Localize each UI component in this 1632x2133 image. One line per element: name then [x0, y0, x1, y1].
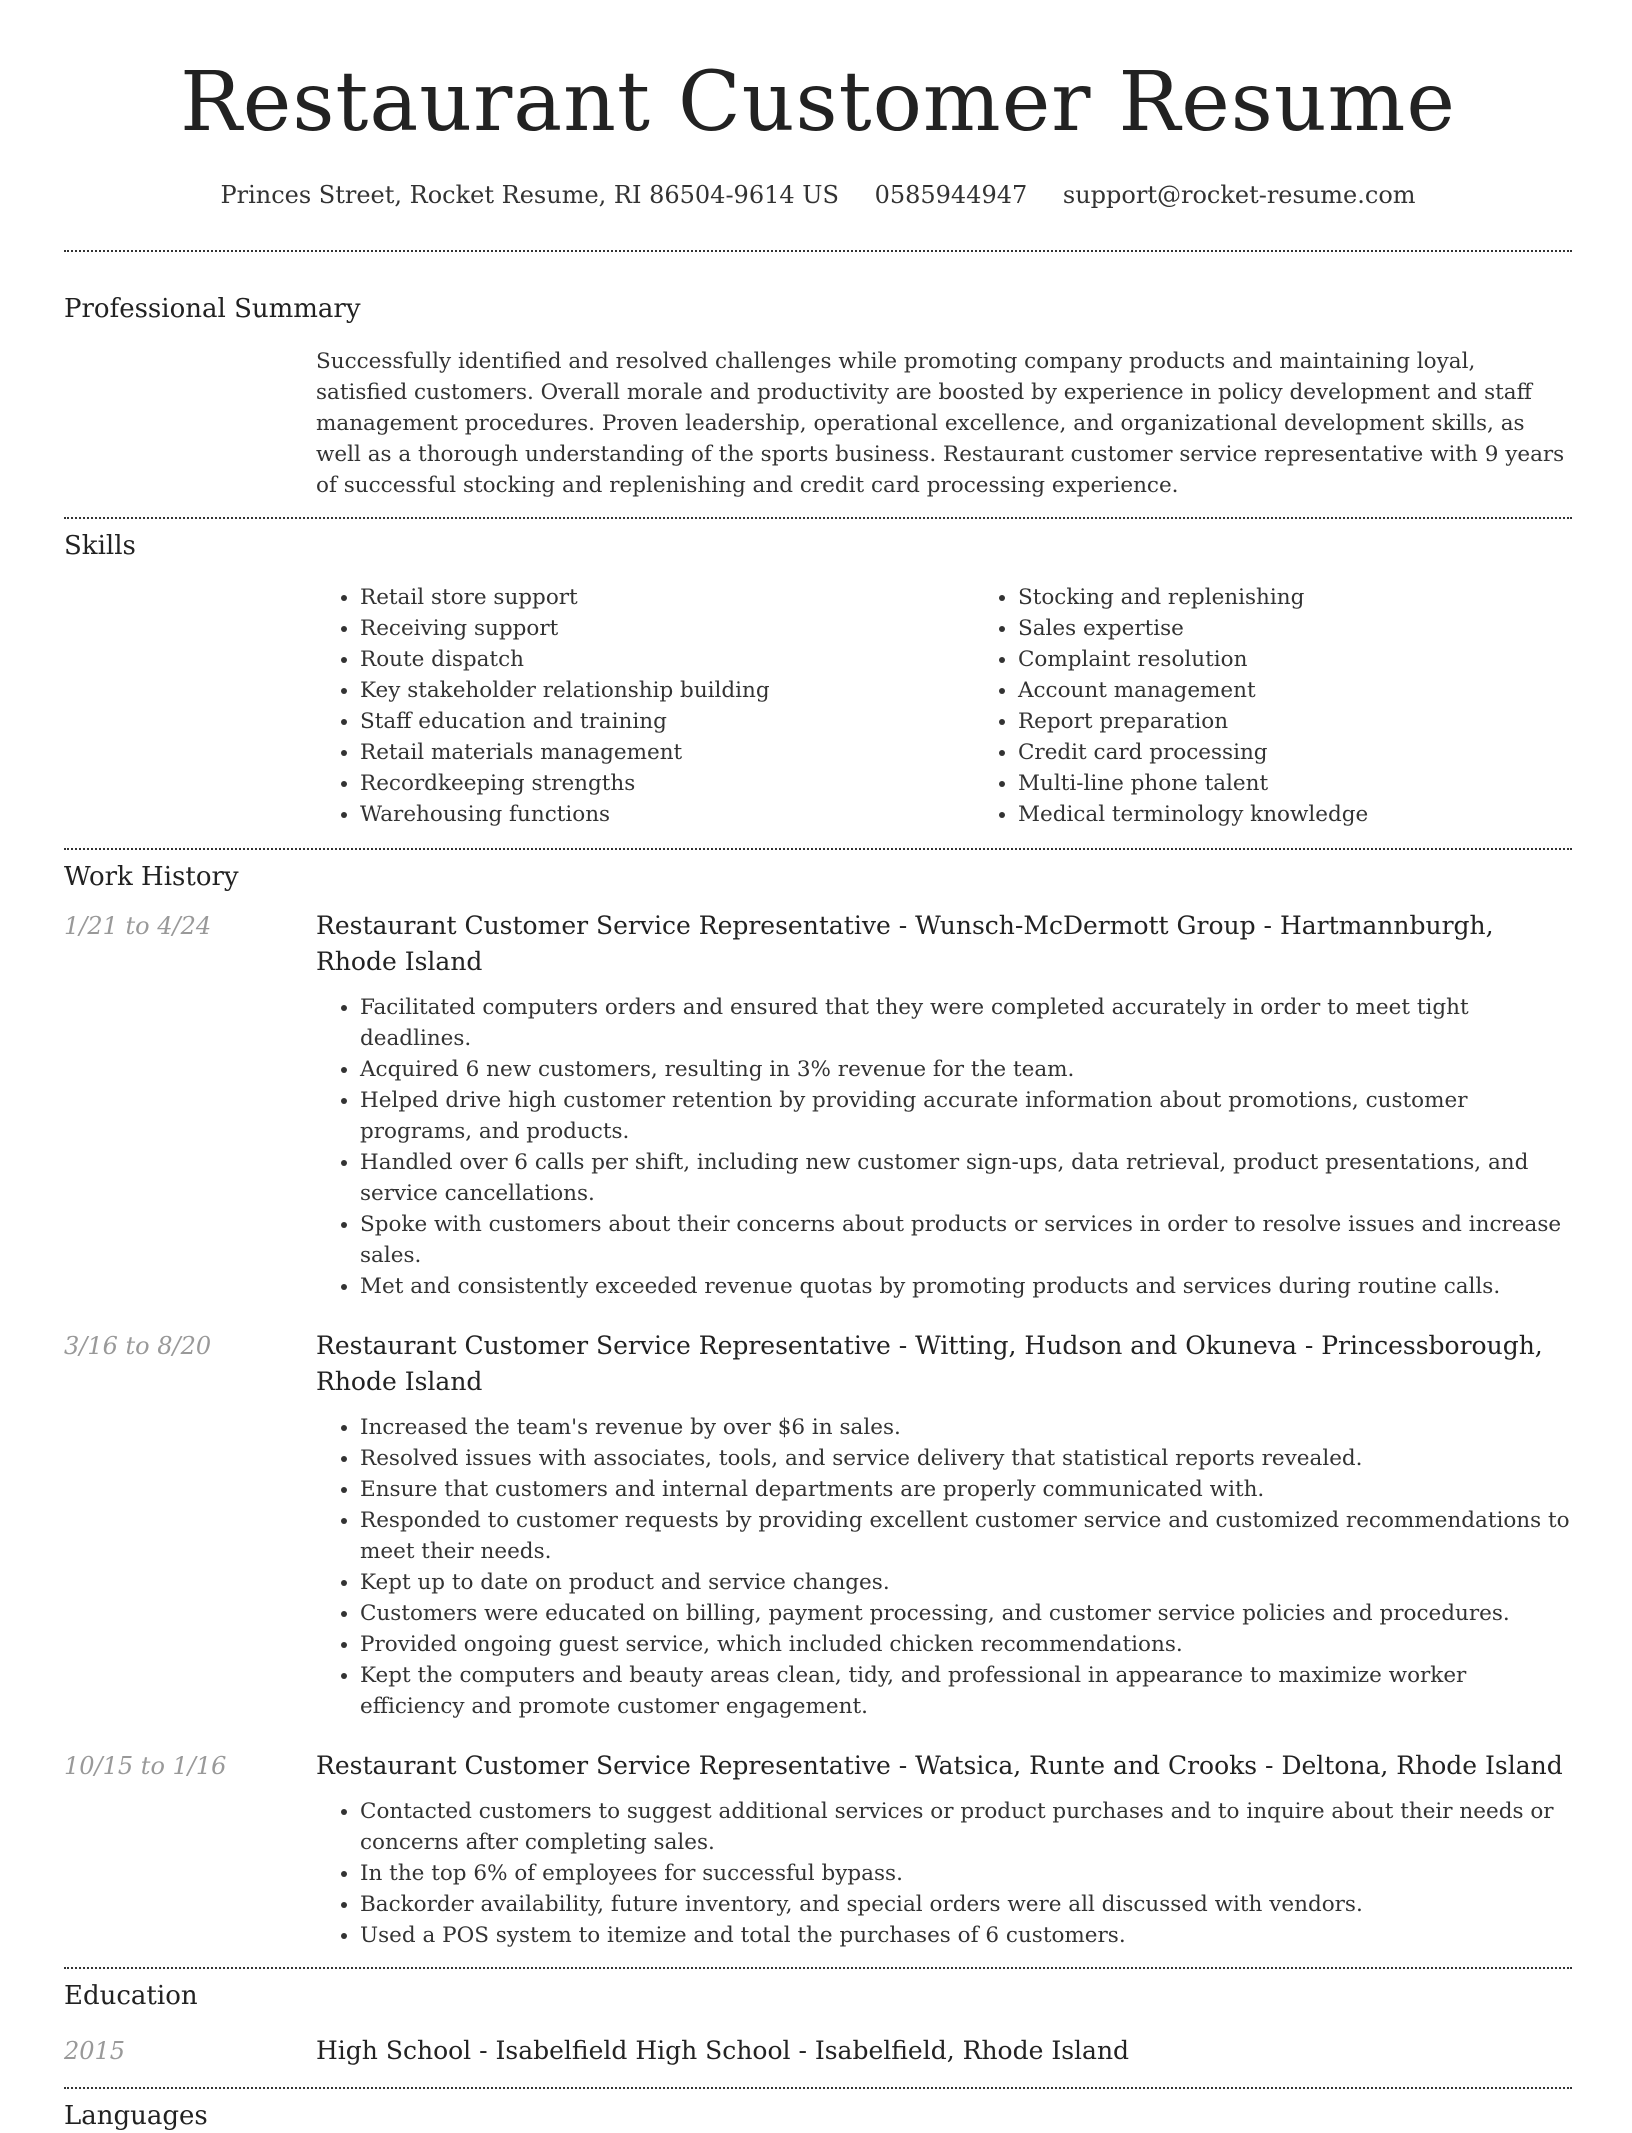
section-title-work: Work History — [64, 862, 239, 892]
job-body — [316, 1328, 1572, 1722]
job-entry — [64, 1328, 1572, 1722]
job-bullet: • Ensure that customers and internal departments are properly communicated with. — [360, 1474, 1572, 1505]
skill-item: • Report preparation — [1018, 706, 1572, 737]
job-bullet: • Responded to customer requests by providing excellent customer service and customized recommendations to meet their needs. — [360, 1505, 1572, 1567]
skill-item: • Medical terminology knowledge — [1018, 799, 1572, 830]
skills-list-left — [316, 582, 974, 830]
contact-phone: 0585944947 — [874, 181, 1028, 209]
skill-item: • Credit card processing — [1018, 737, 1572, 768]
summary-text: Successfully identified and resolved challenges while promoting company products and maintaining loyal, satisfied customers. Overall morale and productivity are boosted by experience in policy development and staff management procedures. Proven leadership, operational excellence, and organizational development skills, as well as a thorough understanding of the sports business. Restaurant customer service representative with 9 years of successful stocking and replenishing and credit card processing experience. — [316, 349, 1565, 498]
section-title-education: Education — [64, 1981, 198, 2011]
contact-email: support@rocket-resume.com — [1062, 181, 1416, 209]
job-bullet: • Helped drive high customer retention by providing accurate information about promotions, customer programs, and products. — [360, 1085, 1572, 1147]
job-bullet: • Kept the computers and beauty areas clean, tidy, and professional in appearance to maximize worker efficiency and promote customer engagement. — [360, 1660, 1572, 1722]
job-date: 3/16 to 8/20 — [64, 1332, 212, 1360]
education-body — [316, 2033, 1572, 2069]
job-bullet: • Facilitated computers orders and ensured that they were completed accurately in order to meet tight deadlines. — [360, 992, 1572, 1054]
job-bullets — [316, 992, 1572, 1302]
divider — [64, 2087, 1572, 2089]
job-bullet: • In the top 6% of employees for successful bypass. — [360, 1858, 1572, 1889]
skill-item: • Complaint resolution — [1018, 644, 1572, 675]
job-title: Restaurant Customer Service Representative - Wunsch-McDermott Group - Hartmannburgh, Rhode Island — [316, 911, 1494, 976]
divider — [64, 848, 1572, 850]
skill-item: • Account management — [1018, 675, 1572, 706]
education-title: High School - Isabelfield High School - Isabelfield, Rhode Island — [316, 2036, 1130, 2065]
job-bullet: • Customers were educated on billing, payment processing, and customer service policies and procedures. — [360, 1598, 1572, 1629]
education-entry — [64, 2033, 1572, 2069]
skills-section — [316, 582, 1572, 830]
section-title-skills: Skills — [64, 531, 136, 561]
contact-line — [64, 178, 1572, 212]
skill-item: • Staff education and training — [360, 706, 974, 737]
skill-item: • Multi-line phone talent — [1018, 768, 1572, 799]
skill-item: • Receiving support — [360, 613, 974, 644]
job-entry — [64, 1748, 1572, 1951]
skill-item: • Warehousing functions — [360, 799, 974, 830]
divider — [64, 517, 1572, 519]
job-date: 1/21 to 4/24 — [64, 912, 212, 940]
job-bullet: • Kept up to date on product and service changes. — [360, 1567, 1572, 1598]
skill-item: • Retail store support — [360, 582, 974, 613]
section-title-languages: Languages — [64, 2101, 208, 2131]
education-date: 2015 — [64, 2037, 126, 2065]
skill-item: • Route dispatch — [360, 644, 974, 675]
job-body — [316, 908, 1572, 1302]
job-bullets — [316, 1412, 1572, 1722]
job-bullet: • Contacted customers to suggest additional services or product purchases and to inquire about their needs or concerns after completing sales. — [360, 1796, 1572, 1858]
job-bullets — [316, 1796, 1572, 1951]
section-title-summary: Professional Summary — [64, 294, 361, 324]
skill-item: • Retail materials management — [360, 737, 974, 768]
skill-item: • Key stakeholder relationship building — [360, 675, 974, 706]
job-title: Restaurant Customer Service Representative - Watsica, Runte and Crooks - Deltona, Rhode Island — [316, 1751, 1563, 1780]
resume-page — [64, 0, 1572, 2133]
job-bullet: • Handled over 6 calls per shift, including new customer sign-ups, data retrieval, product presentations, and service cancellations. — [360, 1147, 1572, 1209]
job-bullet: • Provided ongoing guest service, which included chicken recommendations. — [360, 1629, 1572, 1660]
skill-item: • Sales expertise — [1018, 613, 1572, 644]
job-bullet: • Used a POS system to itemize and total the purchases of 6 customers. — [360, 1920, 1572, 1951]
job-entry — [64, 908, 1572, 1302]
resume-name: Restaurant Customer Resume — [180, 55, 1456, 150]
job-date: 10/15 to 1/16 — [64, 1752, 227, 1780]
job-bullet: • Spoke with customers about their concerns about products or services in order to resolve issues and increase sales. — [360, 1209, 1572, 1271]
divider — [64, 250, 1572, 252]
skill-item: • Stocking and replenishing — [1018, 582, 1572, 613]
summary-section — [316, 346, 1572, 501]
job-bullet: • Backorder availability, future inventory, and special orders were all discussed with vendors. — [360, 1889, 1572, 1920]
job-bullet: • Increased the team's revenue by over $6 in sales. — [360, 1412, 1572, 1443]
skill-item: • Recordkeeping strengths — [360, 768, 974, 799]
job-bullet: • Acquired 6 new customers, resulting in 3% revenue for the team. — [360, 1054, 1572, 1085]
job-title: Restaurant Customer Service Representative - Witting, Hudson and Okuneva - Princessborough, Rhode Island — [316, 1331, 1543, 1396]
job-bullet: • Resolved issues with associates, tools, and service delivery that statistical reports revealed. — [360, 1443, 1572, 1474]
job-bullet: • Met and consistently exceeded revenue quotas by promoting products and services during routine calls. — [360, 1271, 1572, 1302]
divider — [64, 1967, 1572, 1969]
job-body — [316, 1748, 1572, 1951]
contact-address: Princes Street, Rocket Resume, RI 86504-9614 US — [220, 181, 839, 209]
skills-list-right — [974, 582, 1572, 830]
